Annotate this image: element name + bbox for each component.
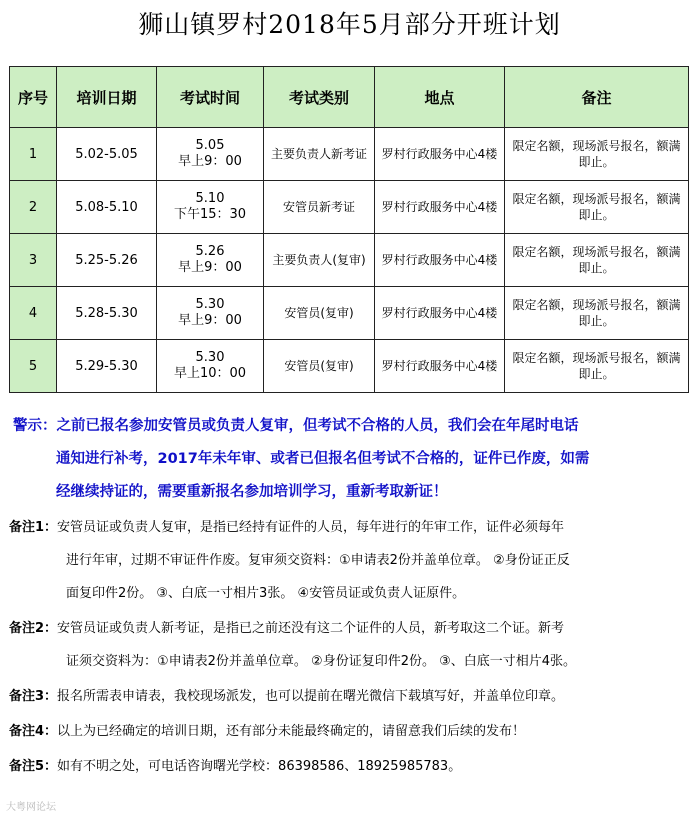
remark-line: 进行年审，过期不审证件作废。复审须交资料：①申请表2份并盖单位章。 ②身份证正反 [66,553,570,568]
table-row [10,287,689,340]
exam-date: 5.05 [195,138,225,153]
exam-time [157,234,264,287]
remark-line: 如有不明之处，可电话咨询曙光学校：86398586、18925985783。 [57,759,462,774]
location: 罗村行政服务中心4楼 [375,340,505,393]
location: 罗村行政服务中心4楼 [375,181,505,234]
exam-clock: 早上9：00 [178,260,242,275]
training-date: 5.08-5.10 [57,181,157,234]
remark-line: 安管员证或负责人复审，是指已经持有证件的人员，每年进行的年审工作，证件必须每年 [57,520,565,535]
training-date: 5.29-5.30 [57,340,157,393]
schedule-table [9,66,689,393]
exam-date: 5.30 [195,350,225,365]
warning-line-2: 通知进行补考，2017年未年审、或者已但报名但考试不合格的，证件已作废，如需 [56,451,590,467]
exam-type: 安管员(复审) [264,287,375,340]
page-title: 狮山镇罗村2018年5月部分开班计划 [138,10,561,39]
table-row [10,340,689,393]
exam-time [157,181,264,234]
row-remark: 限定名额，现场派号报名，额满即止。 [505,287,689,340]
table-header-row [10,67,689,128]
remark-2 [9,612,688,678]
remark-4 [9,715,688,748]
exam-type: 安管员新考证 [264,181,375,234]
exam-clock: 早上10：00 [173,366,247,381]
location: 罗村行政服务中心4楼 [375,128,505,181]
table-row [10,128,689,181]
exam-type: 安管员(复审) [264,340,375,393]
exam-type: 主要负责人新考证 [264,128,375,181]
training-date: 5.28-5.30 [57,287,157,340]
header-exam-type: 考试类别 [264,67,375,128]
header-remark: 备注 [505,67,689,128]
row-number: 4 [10,287,57,340]
remark-label: 备注5： [9,759,58,774]
row-number: 3 [10,234,57,287]
warning-label: 警示： [13,418,57,434]
exam-clock: 下午15：30 [173,207,247,222]
notes-section [9,404,688,783]
location: 罗村行政服务中心4楼 [375,287,505,340]
exam-type: 主要负责人(复审) [264,234,375,287]
remark-5 [9,750,688,783]
warning-line-3: 经继续持证的，需要重新报名参加培训学习，重新考取新证！ [56,484,448,500]
watermark: 大粤网论坛 [6,802,56,813]
exam-time [157,340,264,393]
remark-label: 备注3： [9,689,58,704]
table-row [10,234,689,287]
remark-line: 证须交资料为：①申请表2份并盖单位章。 ②身份证复印件2份。 ③、白底一寸相片4张。 [66,654,577,669]
warning-line-1: 之前已报名参加安管员或负责人复审，但考试不合格的人员，我们会在年尾时电话 [56,418,579,434]
header-exam-time: 考试时间 [157,67,264,128]
row-remark: 限定名额，现场派号报名，额满即止。 [505,181,689,234]
row-number: 1 [10,128,57,181]
exam-date: 5.30 [195,297,225,312]
training-date: 5.02-5.05 [57,128,157,181]
table-row [10,181,689,234]
exam-time [157,128,264,181]
row-remark: 限定名额，现场派号报名，额满即止。 [505,234,689,287]
header-training-date: 培训日期 [57,67,157,128]
remark-line: 以上为已经确定的培训日期，还有部分未能最终确定的，请留意我们后续的发布！ [57,724,526,739]
warning-block [9,404,688,509]
row-remark: 限定名额，现场派号报名，额满即止。 [505,128,689,181]
exam-date: 5.10 [195,191,225,206]
remark-label: 备注2： [9,621,58,636]
remark-line: 报名所需表申请表，我校现场派发，也可以提前在曙光微信下载填写好，并盖单位印章。 [57,689,565,704]
location: 罗村行政服务中心4楼 [375,234,505,287]
remark-label: 备注4： [9,724,58,739]
row-number: 2 [10,181,57,234]
remark-label: 备注1： [9,520,58,535]
row-remark: 限定名额，现场派号报名，额满即止。 [505,340,689,393]
header-location: 地点 [375,67,505,128]
remark-line: 面复印件2份。 ③、白底一寸相片3张。 ④安管员证或负责人证原件。 [66,586,466,601]
exam-clock: 早上9：00 [178,313,242,328]
exam-date: 5.26 [195,244,225,259]
exam-time [157,287,264,340]
training-date: 5.25-5.26 [57,234,157,287]
remark-3 [9,680,688,713]
remark-1 [9,511,688,610]
remark-line: 安管员证或负责人新考证，是指已之前还没有这二个证件的人员，新考取这二个证。新考 [57,621,565,636]
header-no: 序号 [10,67,57,128]
exam-clock: 早上9：00 [178,154,242,169]
row-number: 5 [10,340,57,393]
